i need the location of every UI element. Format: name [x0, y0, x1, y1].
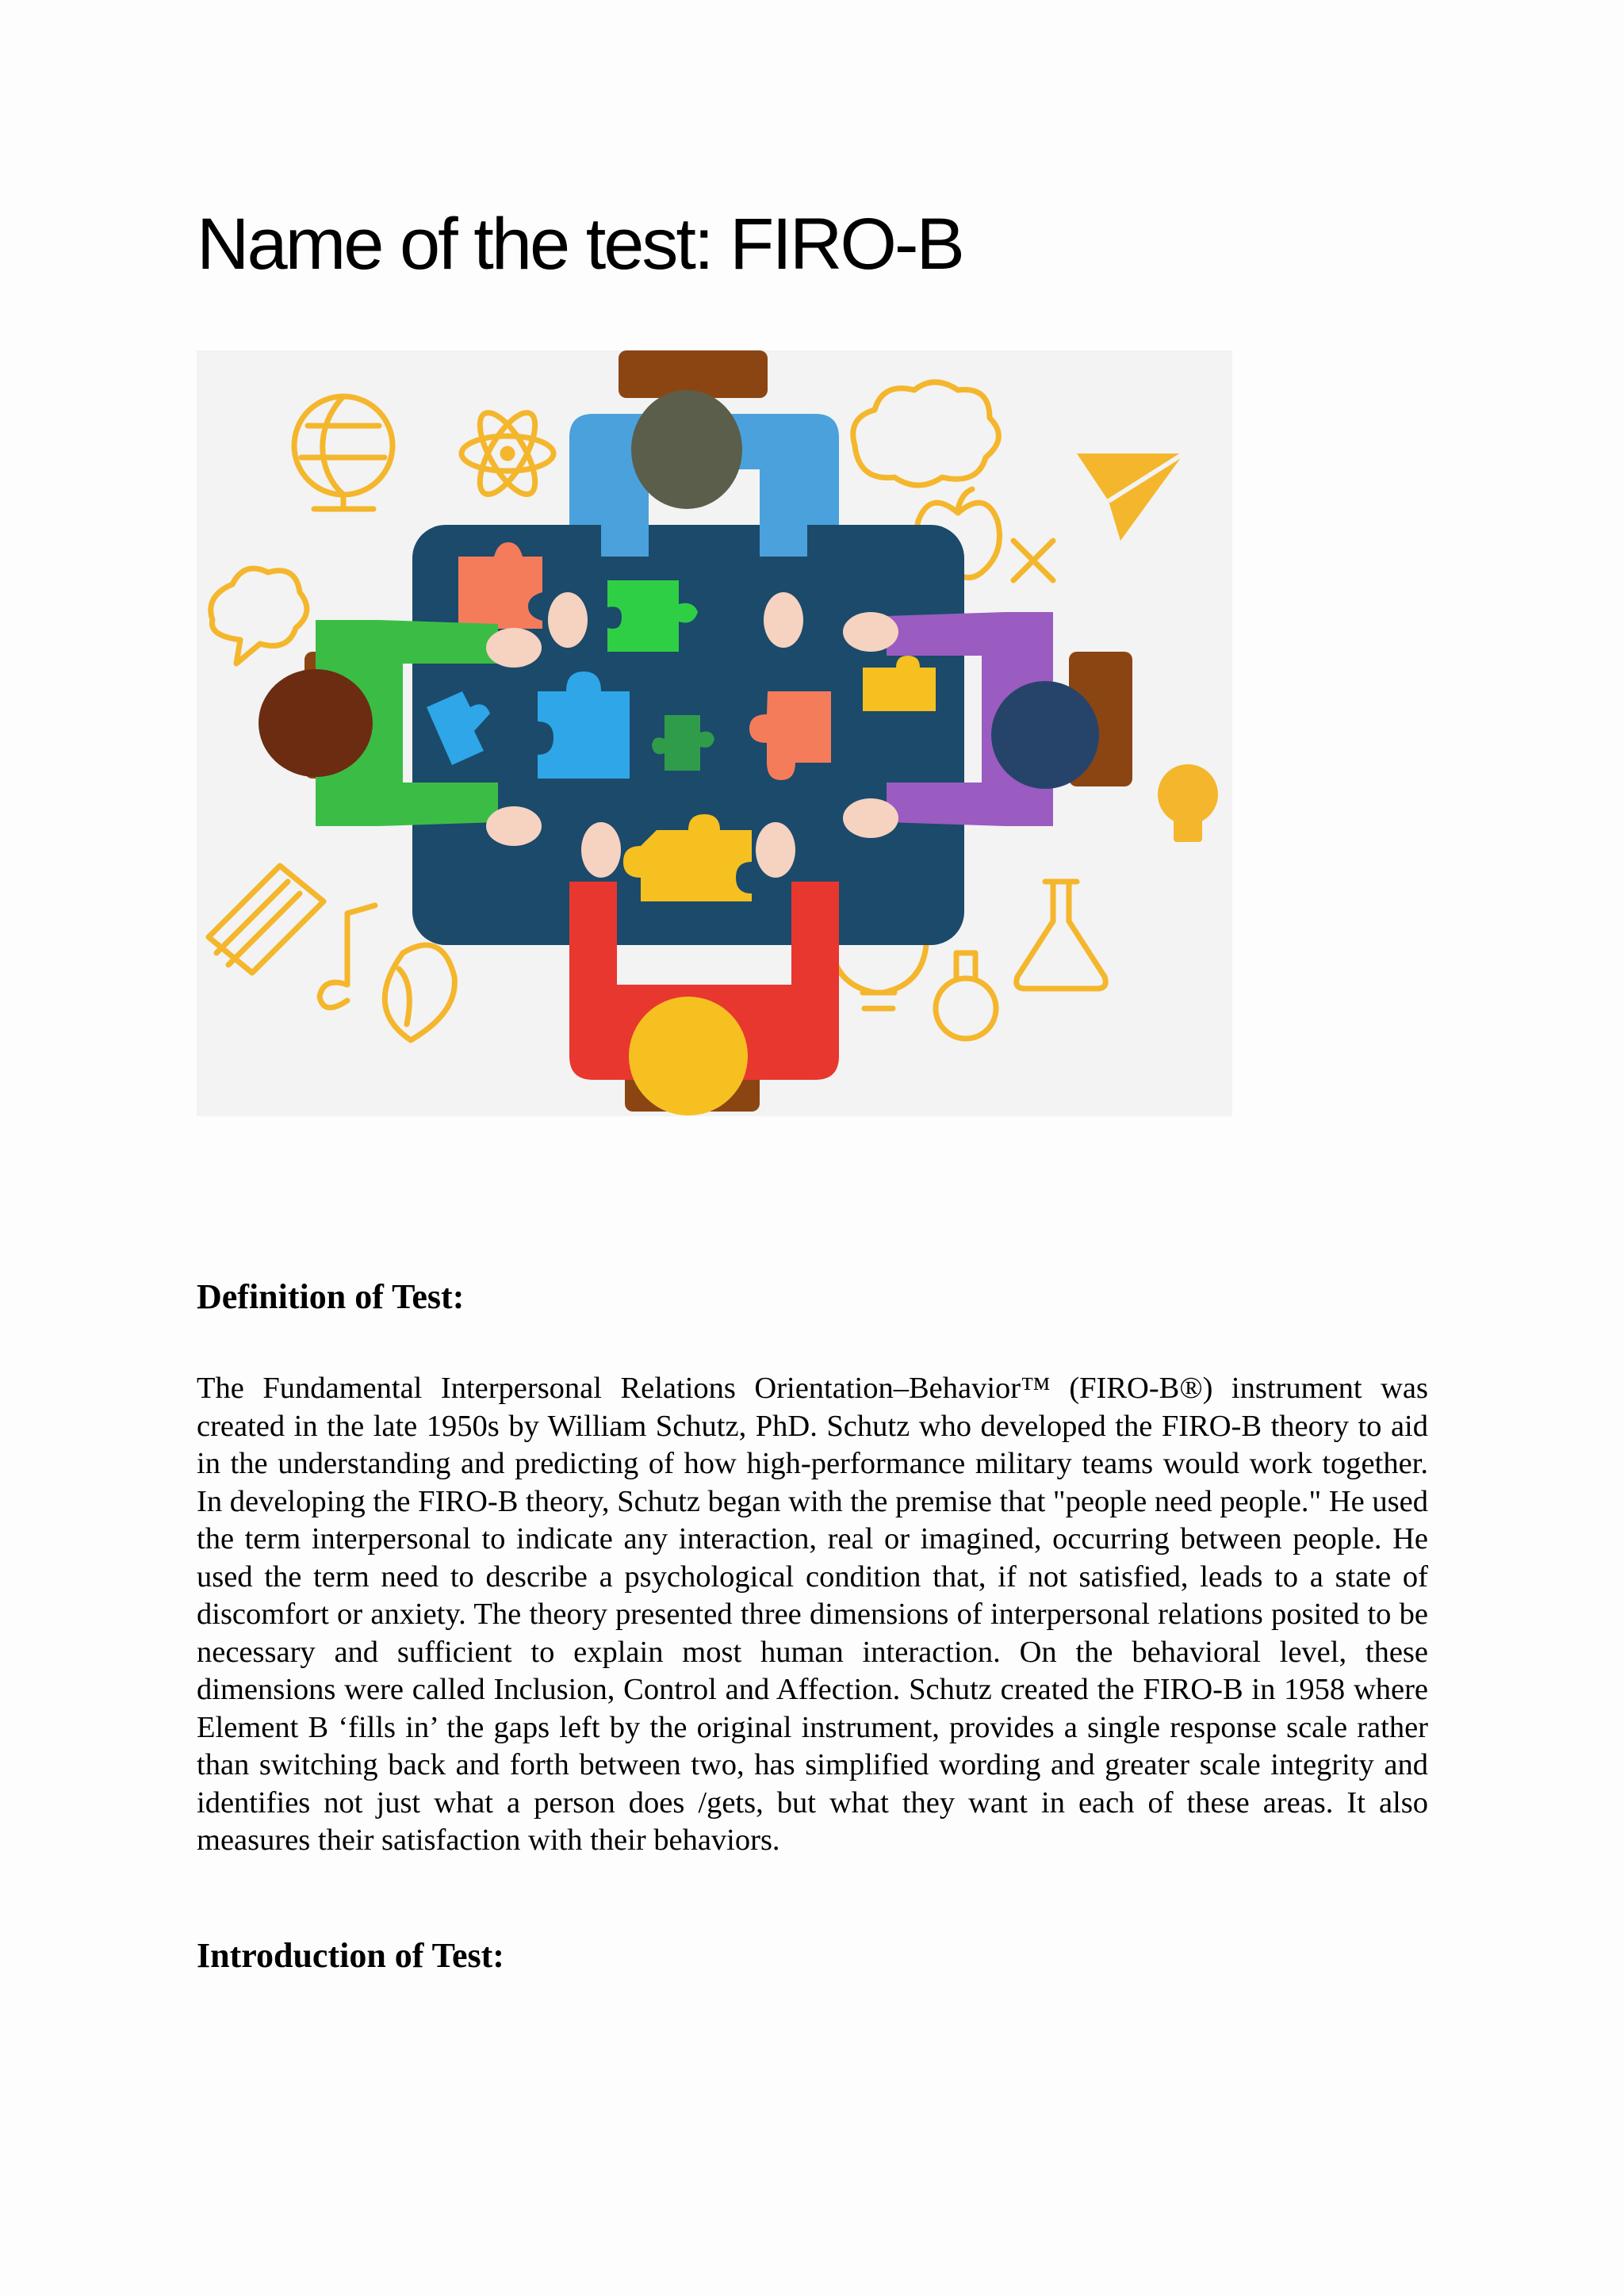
introduction-heading: Introduction of Test:	[197, 1936, 504, 1975]
definition-heading: Definition of Test:	[197, 1277, 465, 1316]
team-puzzle-illustration	[197, 350, 1232, 1116]
page-title: Name of the test: FIRO-B	[197, 204, 963, 285]
team-puzzle-table-icon	[197, 350, 1232, 1116]
definition-paragraph: The Fundamental Interpersonal Relations Orientation–Behavior™ (FIRO-B®) instrument was created in the late 1950s by William Schutz, PhD. Schutz who developed the FIRO-B theory to aid in the understanding and predicting of how high-performance military teams would work together. In developing the FIRO-B theory, Schutz began with the premise that "people need people." He used the term interpersonal to indicate any interaction, real or imagined, occurring between people. He used the term need to describe a psychological condition that, if not satisfied, leads to a state of discomfort or anxiety. The theory presented three dimensions of interpersonal relations posited to be necessary and sufficient to explain most human interaction. On the behavioral level, these dimensions were called Inclusion, Control and Affection. Schutz created the FIRO-B in 1958 where Element B ‘fills in’ the gaps left by the original instrument, provides a single response scale rather than switching back and forth between two, has simplified wording and greater scale integrity and identifies not just what a person does /gets, but what they want in each of these areas. It also measures their satisfaction with their behaviors.	[197, 1372, 1428, 1857]
